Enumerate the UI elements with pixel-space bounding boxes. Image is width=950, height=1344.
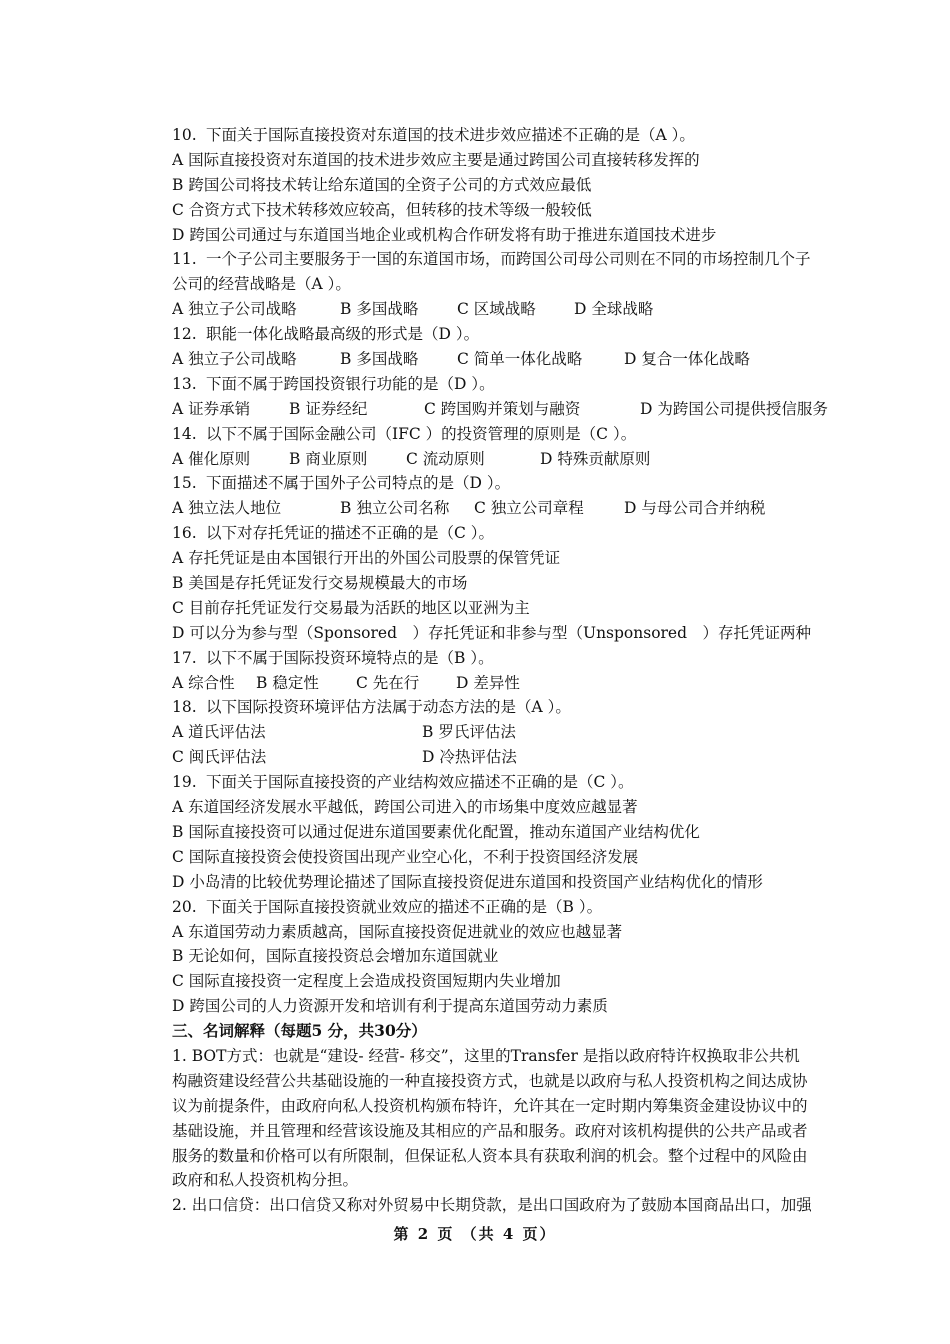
- option-line: B 无论如何，国际直接投资总会增加东道国就业: [172, 947, 499, 966]
- option: A 独立子公司战略: [172, 350, 297, 369]
- question-number: 14.: [172, 424, 197, 443]
- option: A 独立法人地位: [172, 499, 282, 518]
- question-text: 一个子公司主要服务于一国的东道国市场，而跨国公司母公司则在不同的市场控制几个子: [206, 250, 811, 269]
- question-11: [172, 247, 862, 272]
- question-text-continued: 公司的经营战略是（A ）。: [172, 275, 351, 294]
- question-number: 16.: [172, 524, 197, 543]
- question-14: [172, 422, 862, 447]
- option: C 独立公司章程: [474, 499, 584, 518]
- term-title: 1. BOT方式：: [172, 1046, 273, 1065]
- question-text: 以下国际投资环境评估方法属于动态方法的是（A ）。: [206, 698, 571, 717]
- option: A 道氏评估法: [172, 723, 266, 742]
- option: B 商业原则: [289, 449, 368, 468]
- option: B 证券经纪: [289, 399, 368, 418]
- option-line: C 目前存托凭证发行交易最为活跃的地区以亚洲为主: [172, 598, 530, 617]
- question-20: [172, 895, 862, 920]
- term-export-credit: [172, 1193, 862, 1218]
- term-text-line: 基础设施，并且管理和经营该设施及其相应的产品和服务。政府对该机构提供的公共产品或者: [172, 1121, 808, 1140]
- term-text: 也就是“建设- 经营- 移交”，这里的Transfer 是指以政府特许权换取非公共机: [272, 1046, 800, 1065]
- option-line: C 合资方式下技术转移效应较高，但转移的技术等级一般较低: [172, 200, 592, 219]
- options-row: [172, 745, 862, 770]
- option: D 特殊贡献原则: [540, 449, 651, 468]
- question-text: 以下不属于国际投资环境特点的是（B ）。: [206, 648, 494, 667]
- option: B 多国战略: [340, 350, 419, 369]
- options-row: [172, 397, 862, 422]
- question-text: 以下不属于国际金融公司（IFC ）的投资管理的原则是（C ）。: [206, 424, 637, 443]
- option: D 全球战略: [574, 300, 654, 319]
- options-row: [172, 447, 862, 472]
- question-number: 20.: [172, 897, 197, 916]
- term-title: 2. 出口信贷：: [172, 1196, 270, 1215]
- question-number: 15.: [172, 474, 197, 493]
- question-15: [172, 471, 862, 496]
- options-row: [172, 347, 862, 372]
- options-row: [172, 720, 862, 745]
- option-line: A 东道国经济发展水平越低，跨国公司进入的市场集中度效应越显著: [172, 798, 638, 817]
- option: B 独立公司名称: [340, 499, 450, 518]
- section-heading: 三、名词解释（每题5 分，共30分）: [172, 1021, 427, 1041]
- option-line: C 国际直接投资一定程度上会造成投资国短期内失业增加: [172, 972, 561, 991]
- option: B 罗氏评估法: [422, 723, 516, 742]
- question-number: 18.: [172, 698, 197, 717]
- option: D 冷热评估法: [422, 748, 517, 767]
- option: C 先在行: [356, 673, 420, 692]
- option: D 为跨国公司提供授信服务: [640, 399, 828, 418]
- option-line: D 可以分为参与型（Sponsored ）存托凭证和非参与型（Unsponsored ）存托凭证两种: [172, 623, 812, 642]
- options-row: [172, 297, 862, 322]
- question-text: 下面不属于跨国投资银行功能的是（D ）。: [206, 374, 495, 393]
- option-line: D 跨国公司的人力资源开发和培训有利于提高东道国劳动力素质: [172, 997, 608, 1016]
- question-13: [172, 372, 862, 397]
- question-text: 以下对存托凭证的描述不正确的是（C ）。: [206, 524, 495, 543]
- question-text: 职能一体化战略最高级的形式是（D ）。: [206, 325, 480, 344]
- term-text-line: 服务的数量和价格可以有所限制，但保证私人资本具有获取利润的机会。整个过程中的风险由: [172, 1146, 808, 1165]
- option: B 多国战略: [340, 300, 419, 319]
- question-number: 12.: [172, 325, 197, 344]
- question-text: 下面描述不属于国外子公司特点的是（D ）。: [206, 474, 511, 493]
- question-19: [172, 770, 862, 795]
- question-number: 11.: [172, 250, 197, 269]
- option-line: C 国际直接投资会使投资国出现产业空心化，不利于投资国经济发展: [172, 847, 639, 866]
- option-line: B 跨国公司将技术转让给东道国的全资子公司的方式效应最低: [172, 175, 592, 194]
- option-line: B 美国是存托凭证发行交易规模最大的市场: [172, 574, 468, 593]
- option: C 简单一体化战略: [457, 350, 583, 369]
- options-row: [172, 671, 862, 696]
- option: D 与母公司合并纳税: [624, 499, 766, 518]
- question-text: 下面关于国际直接投资对东道国的技术进步效应描述不正确的是（A ）。: [206, 126, 695, 144]
- option: C 跨国购并策划与融资: [424, 399, 581, 418]
- term-text: 出口信贷又称对外贸易中长期贷款，是出口国政府为了鼓励本国商品出口，加强: [269, 1196, 812, 1215]
- option-line: D 小岛清的比较优势理论描述了国际直接投资促进东道国和投资国产业结构优化的情形: [172, 872, 763, 891]
- term-text-line: 议为前提条件，由政府向私人投资机构颁布特许，允许其在一定时期内筹集资金建设协议中的: [172, 1096, 808, 1115]
- option: B 稳定性: [256, 673, 319, 692]
- option: A 独立子公司战略: [172, 300, 297, 319]
- term-text-line: 构融资建设经营公共基础设施的一种直接投资方式，也就是以政府与私人投资机构之间达成协: [172, 1071, 808, 1090]
- question-16: [172, 521, 862, 546]
- options-row: [172, 496, 862, 521]
- question-number: 10.: [172, 126, 197, 144]
- question-number: 13.: [172, 374, 197, 393]
- question-text: 下面关于国际直接投资就业效应的描述不正确的是（B ）。: [206, 897, 603, 916]
- option: A 综合性: [172, 673, 235, 692]
- option-line: A 存托凭证是由本国银行开出的外国公司股票的保管凭证: [172, 549, 561, 568]
- option: C 闽氏评估法: [172, 748, 267, 767]
- option-line: B 国际直接投资可以通过促进东道国要素优化配置，推动东道国产业结构优化: [172, 822, 700, 841]
- question-10: [172, 123, 862, 148]
- option: C 区域战略: [457, 300, 536, 319]
- question-18: [172, 695, 862, 720]
- option-line: A 东道国劳动力素质越高，国际直接投资促进就业的效应也越显著: [172, 922, 623, 941]
- term-bot: [172, 1044, 862, 1069]
- question-number: 17.: [172, 648, 197, 667]
- question-12: [172, 322, 862, 347]
- option: C 流动原则: [406, 449, 485, 468]
- page-footer: 第 2 页 （共 4 页）: [393, 1225, 557, 1243]
- option: D 差异性: [456, 673, 520, 692]
- option: D 复合一体化战略: [624, 350, 750, 369]
- option-line: D 跨国公司通过与东道国当地企业或机构合作研发将有助于推进东道国技术进步: [172, 225, 717, 244]
- option-line: A 国际直接投资对东道国的技术进步效应主要是通过跨国公司直接转移发挥的: [172, 150, 700, 169]
- question-text: 下面关于国际直接投资的产业结构效应描述不正确的是（C ）。: [206, 773, 634, 792]
- question-number: 19.: [172, 773, 197, 792]
- option: A 证券承销: [172, 399, 251, 418]
- question-17: [172, 646, 862, 671]
- option: A 催化原则: [172, 449, 251, 468]
- term-text-line: 政府和私人投资机构分担。: [172, 1171, 359, 1190]
- page-content: [172, 123, 862, 1218]
